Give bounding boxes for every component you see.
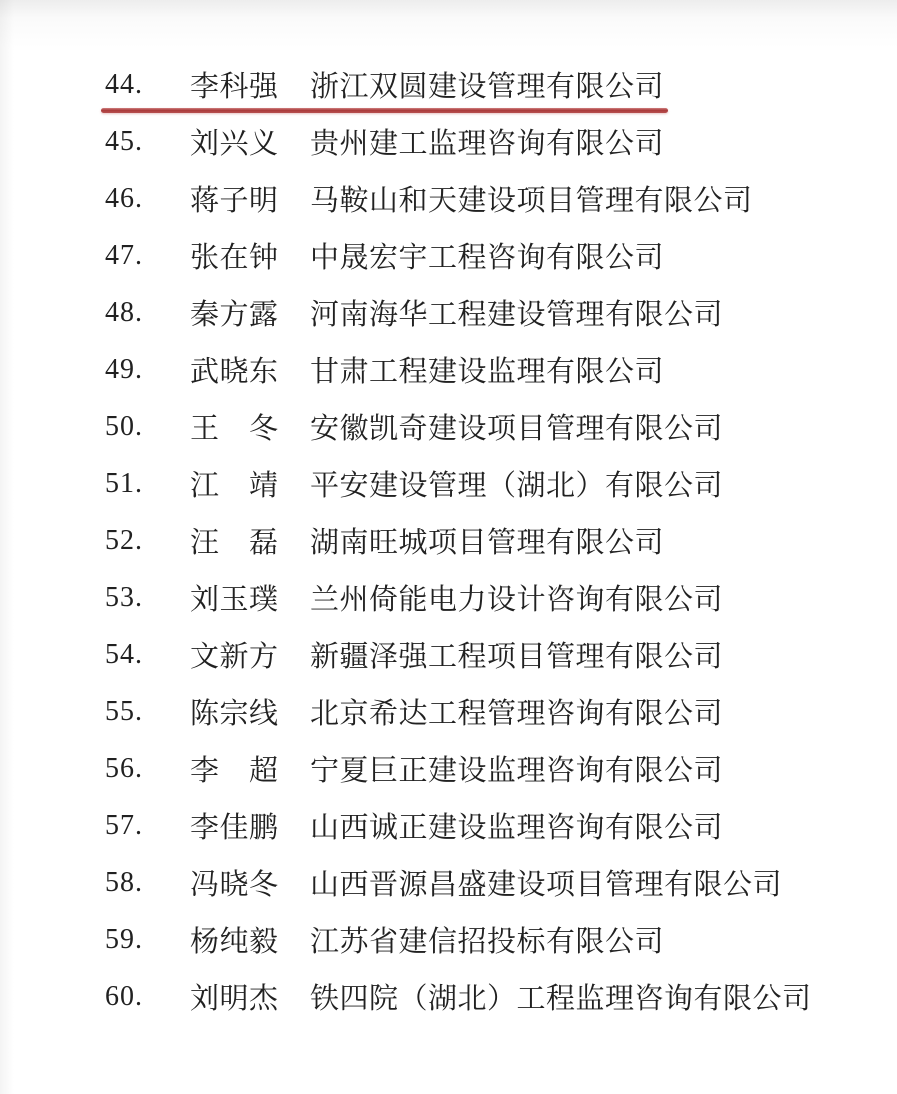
list-item bbox=[0, 455, 897, 512]
list-item bbox=[0, 113, 897, 170]
row-number: 44. bbox=[105, 68, 143, 100]
list-item bbox=[0, 284, 897, 341]
list-item bbox=[0, 398, 897, 455]
row-number: 49. bbox=[105, 353, 143, 385]
person-name: 秦方露 bbox=[190, 299, 279, 331]
list-item bbox=[0, 797, 897, 854]
list-item bbox=[0, 227, 897, 284]
list-item bbox=[0, 683, 897, 740]
list-item bbox=[0, 170, 897, 227]
list-item bbox=[0, 56, 897, 113]
company-name: 河南海华工程建设管理有限公司 bbox=[310, 299, 724, 331]
company-name: 北京希达工程管理咨询有限公司 bbox=[310, 698, 724, 730]
company-name: 中晟宏宇工程咨询有限公司 bbox=[310, 242, 665, 274]
list-item bbox=[0, 341, 897, 398]
row-number: 53. bbox=[105, 581, 143, 613]
person-name: 蒋子明 bbox=[190, 185, 279, 217]
row-number: 59. bbox=[105, 923, 143, 955]
person-name: 李 超 bbox=[190, 755, 279, 787]
company-name: 新疆泽强工程项目管理有限公司 bbox=[310, 641, 724, 673]
person-name: 刘明杰 bbox=[190, 983, 279, 1015]
list-item bbox=[0, 512, 897, 569]
company-name: 平安建设管理（湖北）有限公司 bbox=[310, 470, 724, 502]
person-name: 刘玉璞 bbox=[190, 584, 279, 616]
company-name: 山西晋源昌盛建设项目管理有限公司 bbox=[310, 869, 783, 901]
row-number: 54. bbox=[105, 638, 143, 670]
row-number: 58. bbox=[105, 866, 143, 898]
person-name: 文新方 bbox=[190, 641, 279, 673]
company-name: 宁夏巨正建设监理咨询有限公司 bbox=[310, 755, 724, 787]
company-name: 兰州倚能电力设计咨询有限公司 bbox=[310, 584, 724, 616]
list-item bbox=[0, 626, 897, 683]
row-number: 57. bbox=[105, 809, 143, 841]
company-name: 安徽凯奇建设项目管理有限公司 bbox=[310, 413, 724, 445]
row-number: 46. bbox=[105, 182, 143, 214]
company-name: 山西诚正建设监理咨询有限公司 bbox=[310, 812, 724, 844]
list-item bbox=[0, 911, 897, 968]
company-name: 甘肃工程建设监理有限公司 bbox=[310, 356, 665, 388]
list-item bbox=[0, 968, 897, 1025]
row-number: 52. bbox=[105, 524, 143, 556]
company-name: 浙江双圆建设管理有限公司 bbox=[310, 71, 665, 103]
person-name: 李科强 bbox=[190, 71, 279, 103]
person-name: 冯晓冬 bbox=[190, 869, 279, 901]
list-item bbox=[0, 740, 897, 797]
person-name: 刘兴义 bbox=[190, 128, 279, 160]
row-number: 55. bbox=[105, 695, 143, 727]
company-name: 马鞍山和天建设项目管理有限公司 bbox=[310, 185, 753, 217]
row-number: 45. bbox=[105, 125, 143, 157]
person-name: 武晓东 bbox=[190, 356, 279, 388]
person-name: 张在钟 bbox=[190, 242, 279, 274]
row-number: 56. bbox=[105, 752, 143, 784]
row-number: 48. bbox=[105, 296, 143, 328]
list-item bbox=[0, 569, 897, 626]
person-name: 汪 磊 bbox=[190, 527, 279, 559]
row-number: 51. bbox=[105, 467, 143, 499]
company-name: 湖南旺城项目管理有限公司 bbox=[310, 527, 665, 559]
row-number: 60. bbox=[105, 980, 143, 1012]
company-name: 江苏省建信招投标有限公司 bbox=[310, 926, 665, 958]
person-name: 杨纯毅 bbox=[190, 926, 279, 958]
company-name: 铁四院（湖北）工程监理咨询有限公司 bbox=[310, 983, 812, 1015]
person-name: 王 冬 bbox=[190, 413, 279, 445]
row-number: 50. bbox=[105, 410, 143, 442]
row-number: 47. bbox=[105, 239, 143, 271]
list-item bbox=[0, 854, 897, 911]
person-name: 陈宗线 bbox=[190, 698, 279, 730]
company-name: 贵州建工监理咨询有限公司 bbox=[310, 128, 665, 160]
person-name: 李佳鹏 bbox=[190, 812, 279, 844]
person-name: 江 靖 bbox=[190, 470, 279, 502]
